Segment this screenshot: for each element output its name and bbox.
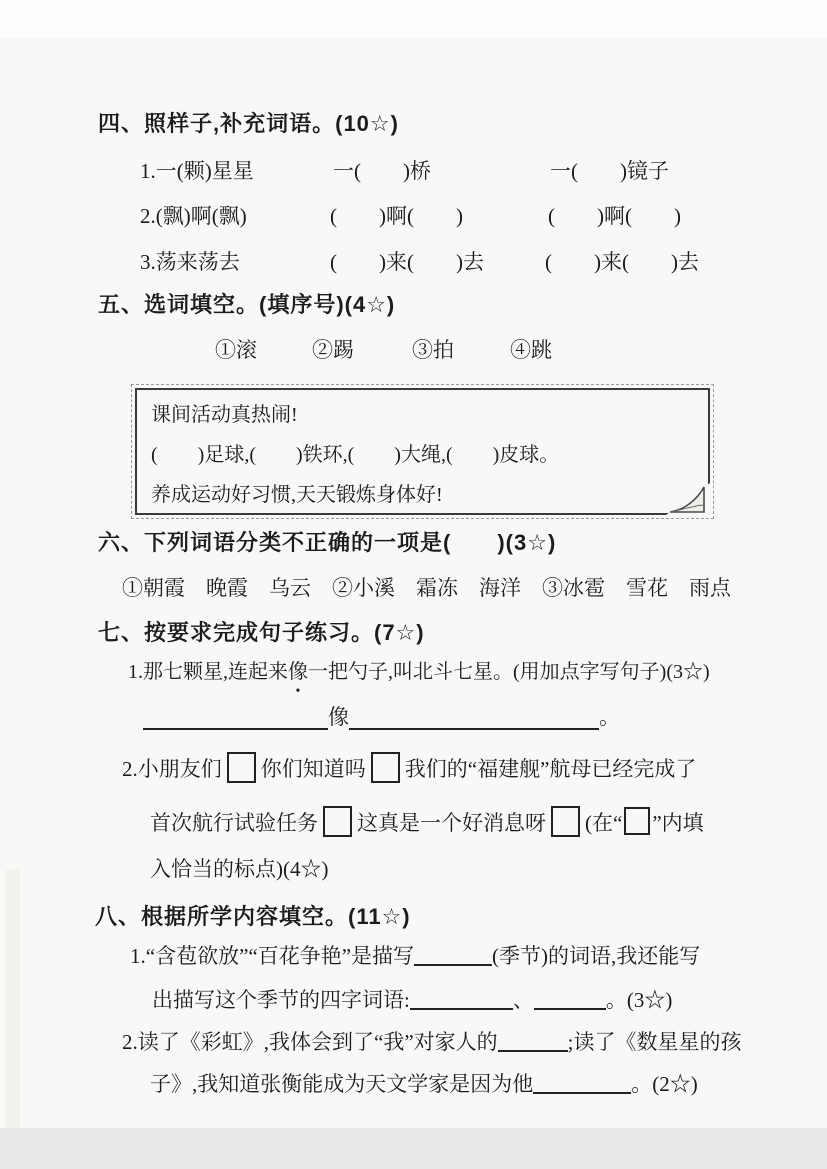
s5-option-4: ④跳 (510, 338, 552, 362)
s8-q1-seg2: (季节)的词语,我还能写 (492, 944, 701, 968)
s7-q2-seg1: 2.小朋友们 (122, 757, 222, 781)
s7-q1 (128, 660, 710, 685)
s7-q1-answer-line (143, 702, 620, 730)
punctuation-box-4[interactable] (551, 806, 580, 837)
s7-q1-period: 。 (599, 704, 620, 729)
fill-blank-feeling[interactable] (498, 1036, 568, 1052)
note-line-3: 养成运动好习惯,天天锻炼身体好! (151, 484, 443, 506)
s7-q2-line2 (150, 806, 704, 837)
s8-q1-seg1: 1.“含苞欲放”“百花争艳”是描写 (130, 944, 415, 968)
s4-row1-blank2: 一( )镜子 (550, 159, 669, 183)
s4-row2-blank2: ( )啊( ) (548, 204, 681, 228)
s5-option-2: ②踢 (312, 338, 354, 362)
s8-q1-seg5: 。(3☆) (605, 988, 673, 1012)
page-curl-icon (666, 483, 710, 515)
s6-options: ①朝霞 晚霞 乌云 ②小溪 霜冻 海洋 ③冰雹 雪花 雨点 (122, 576, 731, 600)
s8-q2-seg2: ;读了《数星星的孩 (567, 1030, 742, 1054)
s8-q2-seg1: 2.读了《彩虹》,我体会到了“我”对家人的 (122, 1030, 498, 1054)
s8-q1-seg3: 出描写这个季节的四字词语: (152, 988, 410, 1012)
s7-q2-line1 (122, 752, 696, 783)
fill-blank-idiom-2[interactable] (534, 994, 606, 1010)
section6-title: 六、下列词语分类不正确的一项是( )(3☆) (98, 530, 557, 555)
answer-blank-1[interactable] (143, 702, 328, 730)
s7-q2-seg6: (在“ (585, 811, 623, 835)
note-line-2: ( )足球,( )铁环,( )大绳,( )皮球。 (151, 444, 560, 466)
s4-row2-example: 2.(飘)啊(飘) (140, 204, 247, 228)
punctuation-box-2[interactable] (371, 752, 400, 783)
s8-q1-line2 (152, 987, 672, 1013)
s5-option-3: ③拍 (412, 338, 454, 362)
s7-q2-seg5: 这真是一个好消息呀 (357, 811, 546, 835)
section4-title: 四、照样子,补充词语。(10☆) (98, 111, 399, 136)
fill-blank-season[interactable] (414, 950, 492, 966)
s4-row1-blank1: 一( )桥 (333, 159, 431, 183)
s7-q1-dotted-char: 像 (288, 661, 308, 683)
s7-q2-seg2: 你们知道吗 (260, 757, 366, 781)
scan-bottom-strip (0, 1128, 827, 1169)
s4-row3-blank1: ( )来( )去 (330, 250, 484, 274)
fill-blank-idiom-1[interactable] (410, 994, 513, 1010)
section8-title: 八、根据所学内容填空。(11☆) (95, 904, 411, 929)
scan-top-strip (0, 0, 827, 38)
s5-option-1: ①滚 (215, 338, 257, 362)
s7-q2-line3: 入恰当的标点)(4☆) (150, 857, 329, 881)
answer-blank-2[interactable] (349, 702, 599, 730)
exercise-note-box (135, 388, 710, 515)
s8-q1-seg4: 、 (512, 988, 534, 1012)
s7-q1-pre: 1.那七颗星,连起来 (128, 661, 288, 683)
section7-title: 七、按要求完成句子练习。(7☆) (98, 620, 425, 645)
s7-q2-seg7: ”内填 (652, 811, 704, 835)
s4-row1-example: 1.一(颗)星星 (140, 159, 254, 183)
section5-title: 五、选词填空。(填序号)(4☆) (98, 292, 396, 317)
scan-artifact (6, 870, 20, 1128)
s7-q1-mid-char: 像 (328, 704, 349, 729)
s8-q2-seg4: 。(2☆) (631, 1072, 698, 1096)
s8-q2-seg3: 子》,我知道张衡能成为天文学家是因为他 (150, 1072, 534, 1096)
s8-q1-line1 (130, 943, 700, 969)
s8-q2-line1 (122, 1029, 741, 1055)
fill-blank-reason[interactable] (533, 1078, 631, 1094)
punctuation-box-1[interactable] (227, 752, 256, 783)
s4-row3-example: 3.荡来荡去 (140, 250, 240, 274)
s7-q2-seg4: 首次航行试验任务 (150, 811, 318, 835)
note-line-1: 课间活动真热闹! (151, 404, 298, 426)
punctuation-box-3[interactable] (323, 806, 352, 837)
s7-q1-post: 一把勺子,叫北斗七星。(用加点字写句子)(3☆) (308, 661, 710, 683)
s8-q2-line2 (150, 1071, 698, 1097)
s4-row2-blank1: ( )啊( ) (330, 204, 463, 228)
s4-row3-blank2: ( )来( )去 (545, 250, 699, 274)
s7-q2-seg3: 我们的“福建舰”航母已经完成了 (404, 757, 697, 781)
punctuation-box-5 (624, 807, 650, 835)
